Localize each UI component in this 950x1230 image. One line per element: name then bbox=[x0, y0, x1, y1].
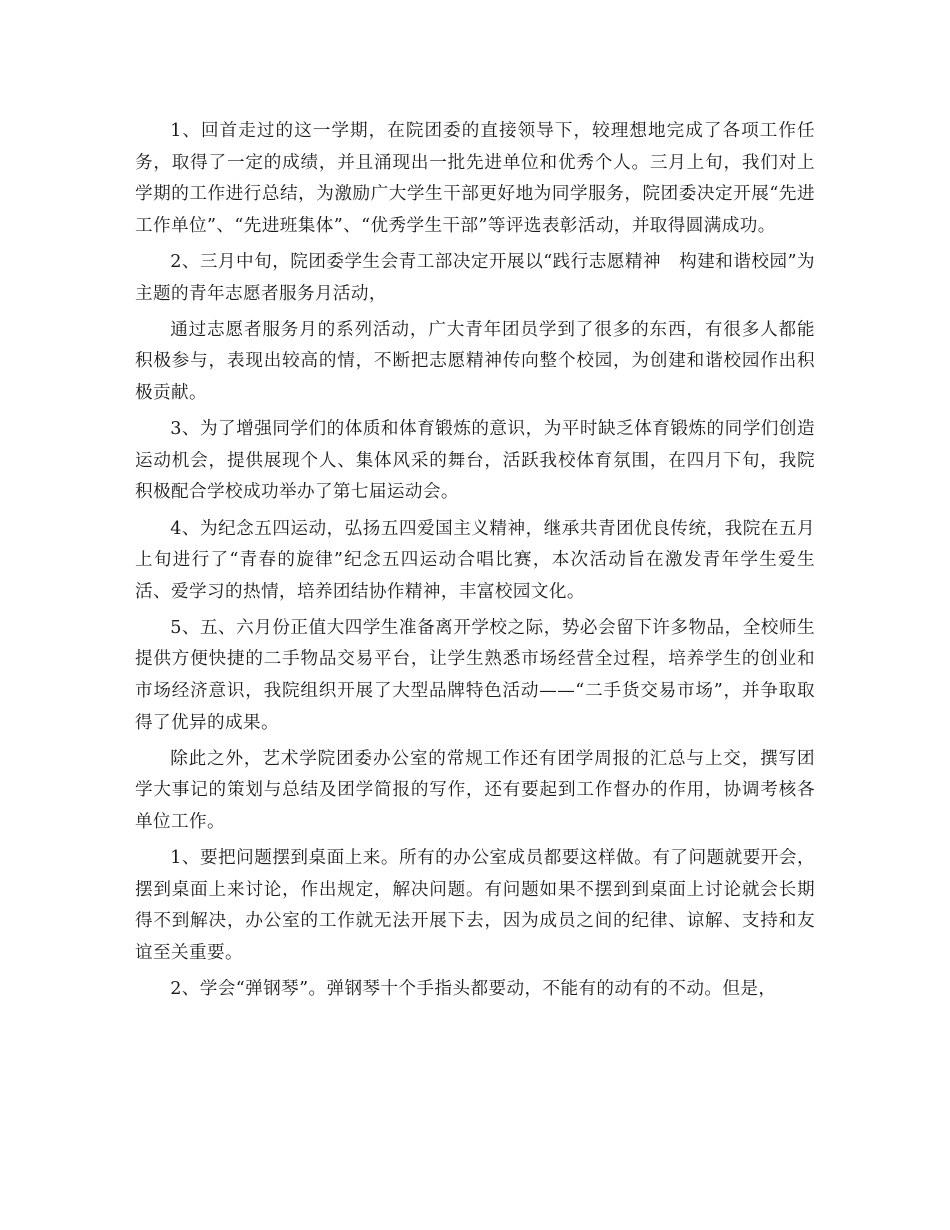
paragraph-2: 2、三月中旬，院团委学生会青工部决定开展以“践行志愿精神 构建和谐校园”为主题的青年志愿者服务月活动， bbox=[135, 251, 815, 304]
paragraph-1: 1、回首走过的这一学期，在院团委的直接领导下，较理想地完成了各项工作任务，取得了一定的成绩，并且涌现出一批先进单位和优秀个人。三月上旬，我们对上学期的工作进行总结，为激励广大学生干部更好地为同学服务，院团委决定开展“先进工作单位”、“先进班集体”、“优秀学生干部”等评选表彰活动，并取得圆满成功。 bbox=[135, 121, 815, 236]
paragraph-3: 通过志愿者服务月的系列活动，广大青年团员学到了很多的东西，有很多人都能积极参与，表现出较高的情，不断把志愿精神传向整个校园，为创建和谐校园作出积极贡献。 bbox=[135, 319, 815, 403]
paragraph-4: 3、为了增强同学们的体质和体育锻炼的意识，为平时缺乏体育锻炼的同学们创造运动机会，提供展现个人、集体风采的舞台，活跃我校体育氛围，在四月下旬，我院积极配合学校成功举办了第七届运动会。 bbox=[135, 419, 815, 503]
paragraph-7: 除此之外，艺术学院团委办公室的常规工作还有团学周报的汇总与上交，撰写团学大事记的策划与总结及团学简报的写作，还有要起到工作督办的作用，协调考核各单位工作。 bbox=[135, 748, 815, 833]
paragraph-8: 1、要把问题摆到桌面上来。所有的办公室成员都要这样做。有了问题就要开会，摆到桌面上来讨论，作出规定，解决问题。有问题如果不摆到到桌面上讨论就会长期得不到解决，办公室的工作就无法开展下去，因为成员之间的纪律、谅解、支持和友谊至关重要。 bbox=[135, 848, 815, 963]
document-body bbox=[135, 116, 815, 1010]
paragraph-9: 2、学会“弹钢琴”。弹钢琴十个手指头都要动，不能有的动有的不动。但是， bbox=[170, 979, 777, 1000]
paragraph-5: 4、为纪念五四运动，弘扬五四爱国主义精神，继承共青团优良传统，我院在五月上旬进行了“青春的旋律”纪念五四运动合唱比赛，本次活动旨在激发青年学生爱生活、爱学习的热情，培养团结协作精神，丰富校园文化。 bbox=[135, 518, 815, 602]
paragraph-6: 5、五、六月份正值大四学生准备离开学校之际，势必会留下许多物品，全校师生提供方便快捷的二手物品交易平台，让学生熟悉市场经营全过程，培养学生的创业和市场经济意识，我院组织开展了大型品牌特色活动——“二手货交易市场”，并争取取得了优异的成果。 bbox=[135, 617, 815, 733]
